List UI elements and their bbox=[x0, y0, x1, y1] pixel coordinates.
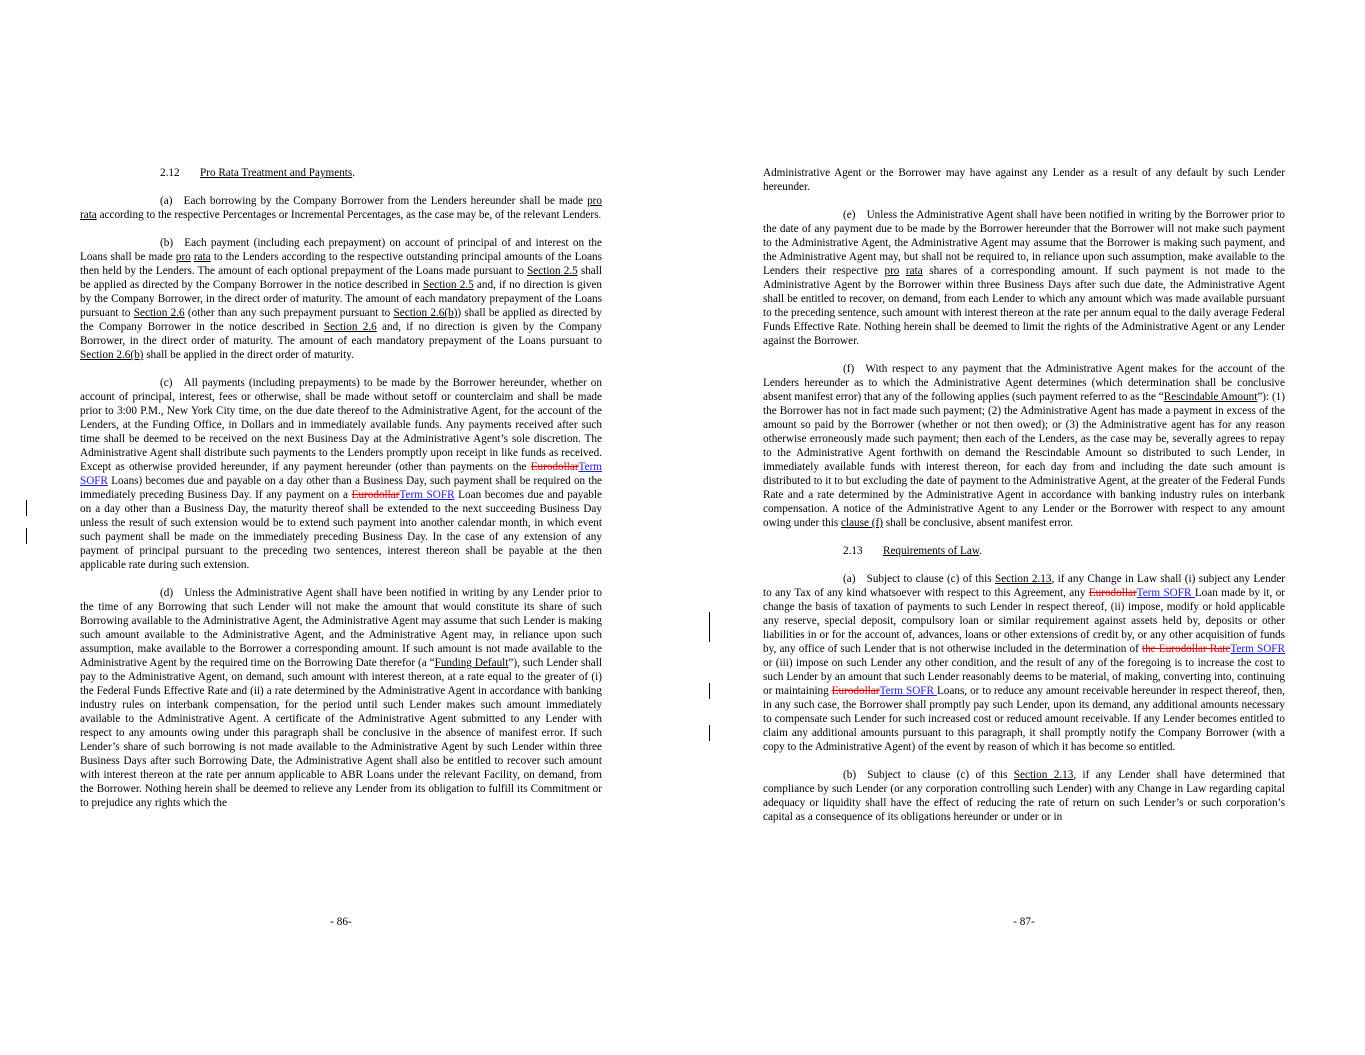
section-ref: Section 2.6 bbox=[323, 321, 377, 333]
paragraph-b: (b) Each payment (including each prepayment) on account of principal of and interest on the Loans shall be made pro rata to the Lenders according to the respective outstanding principal amounts of the Loans then held by the Lenders. The amount of each optional prepayment of the Loans made pursuant to Section 2.5 shall be applied as directed by the Company Borrower in the notice described in Section 2.5 and, if no direction is given by the Company Borrower, in the direct order of maturity. The amount of each mandatory prepayment of the Loans pursuant to Section 2.6 (other than any such prepayment pursuant to Section 2.6(b)) shall be applied as directed by the Company Borrower in the notice described in Section 2.6 and, if no direction is given by the Company Borrower, in the direct order of maturity. The amount of each mandatory prepayment of the Loans pursuant to Section 2.6(b) shall be applied in the direct order of maturity. bbox=[80, 237, 603, 361]
section-ref: Section 2.5 bbox=[422, 279, 474, 291]
paragraph-d: (d) Unless the Administrative Agent shall have been notified in writing by any Lender prior to the time of any Borrowing that such Lender will not make the amount that would constitute its share of such Borrowing available to the Administrative Agent, the Administrative Agent may assume that such Lender is making such amount available to the Administrative Agent, and the Administrative Agent may, in reliance upon such assumption, make available to the Borrower a corresponding amount. If such amount is not made available to the Administrative Agent by the required time on the Borrowing Date therefor (a “Funding Default”), such Lender shall pay to the Administrative Agent, on demand, such amount with interest thereon, at a rate equal to the greater of (i) the Federal Funds Effective Rate and (ii) a rate determined by the Administrative Agent in accordance with banking industry rules on interbank compensation, for the period until such Lender makes such amount immediately available to the Administrative Agent. A certificate of the Administrative Agent submitted to any Lender with respect to any amounts owing under this paragraph shall be conclusive in the absence of manifest error. If such Lender’s share of such borrowing is not made available to the Administrative Agent by such Lender within three Business Days after such Borrowing Date, the Administrative Agent shall also be entitled to recover such amount with interest thereon at the rate per annum applicable to ABR Loans under the relevant Facility, on demand, from the Borrower. Nothing herein shall be deemed to relieve any Lender from its obligation to fulfill its Commitment or to prejudice any rights which the bbox=[80, 587, 602, 809]
deleted-text: Eurodollar bbox=[831, 685, 880, 697]
page-number: - 87- bbox=[1013, 916, 1035, 928]
paragraph-a: (a) Each borrowing by the Company Borrower from the Lenders hereunder shall be made pro rata according to the respective Percentages or Incremental Percentages, as the case may be, of the relevant Lenders. bbox=[80, 195, 602, 221]
change-bar bbox=[709, 725, 710, 741]
paragraph-e: (e) Unless the Administrative Agent shall have been notified in writing by the Borrower prior to the date of any payment due to be made by the Borrower hereunder that the Borrower will not make such payment to the Administrative Agent, the Administrative Agent may assume that the Borrower is making such payment, and the Administrative Agent may, but shall not be required to, in reliance upon such assumption, make available to the Lenders their respective pro rata shares of a corresponding amount. If such payment is not made to the Administrative Agent by the Borrower within three Business Days after such due date, the Administrative Agent shall be entitled to recover, on demand, from each Lender to which any amount which was made available pursuant to the preceding sentence, such amount with interest thereon at the rate per annum equal to the daily average Federal Funds Effective Rate. Nothing herein shall be deemed to limit the rights of the Administrative Agent or any Lender against the Borrower. bbox=[763, 209, 1285, 347]
section-number: 2.12 bbox=[160, 167, 180, 179]
section-ref: Section 2.6(b) bbox=[80, 349, 144, 361]
defined-term: Funding Default bbox=[434, 657, 509, 669]
defined-term: Rescindable Amount bbox=[1163, 391, 1258, 403]
section-ref: Section 2.6 bbox=[133, 307, 185, 319]
inserted-text: Term SOFR bbox=[80, 461, 602, 487]
inserted-text: Term SOFR bbox=[1136, 587, 1195, 599]
section-ref: Section 2.5 bbox=[527, 265, 578, 277]
deleted-text: Eurodollar bbox=[530, 461, 579, 473]
section-ref: Section 2.13 bbox=[994, 573, 1052, 585]
paragraph-c: (c) All payments (including prepayments) to be made by the Borrower hereunder, whether on account of principal, interest, fees or otherwise, shall be made without setoff or counterclaim and shall be made prior to 3:00 P.M., New York City time, on the due date thereof to the Administrative Agent, for the account of the Lenders, at the Funding Office, in Dollars and in immediately available funds. Any payments received after such time shall be deemed to be received on the next Business Day at the Administrative Agent’s sole discretion. The Administrative Agent shall distribute such payments to the Lenders promptly upon receipt in like funds as received. Except as otherwise provided hereunder, if any payment hereunder (other than payments on the EurodollarTerm SOFR Loans) becomes due and payable on a day other than a Business Day, such payment shall be required on the immediately preceding Business Day. If any payment on a EurodollarTerm SOFR Loan becomes due and payable on a day other than a Business Day, the maturity thereof shall be extended to the next succeeding Business Day unless the result of such extension would be to extend such payment into another calendar month, in which event such payment shall be made on the immediately preceding Business Day. In the case of any extension of any payment of principal pursuant to the preceding two sentences, interest thereon shall be payable at the then applicable rate during such extension. bbox=[80, 377, 602, 571]
change-bar bbox=[709, 683, 710, 699]
section-2-13-heading: 2.13 Requirements of Law. bbox=[843, 545, 982, 557]
page-number: - 86- bbox=[330, 916, 352, 928]
section-number: 2.13 bbox=[843, 545, 863, 557]
section-ref: Section 2.13 bbox=[1013, 769, 1074, 781]
deleted-text: the Eurodollar Rate bbox=[1141, 643, 1231, 655]
section-ref: Section 2.6(b) bbox=[393, 307, 458, 319]
paragraph-f: (f) With respect to any payment that the Administrative Agent makes for the account of the Lenders hereunder as to which the Administrative Agent determines (which determination shall be conclusive absent manifest error) that any of the following applies (such payment referred to as the “Rescindable Amount”): (1) the Borrower has not in fact made such payment; (2) the Administrative Agent has made a payment in excess of the amount so paid by the Borrower (whether or not then owed); or (3) the Administrative agent has for any reason otherwise erroneously made such payment; then each of the Lenders, as the case may be, severally agrees to repay to the Administrative Agent forthwith on demand the Rescindable Amount so distributed to such Lender, in immediately available funds with interest thereon, for each day from and including the date such amount is distributed to it to but excluding the date of payment to the Administrative Agent, at the greater of the Federal Funds Rate and a rate determined by the Administrative Agent in accordance with banking industry rules on interbank compensation. A notice of the Administrative Agent to any Lender or the Borrower with respect to any amount owing under this clause (f) shall be conclusive, absent manifest error. bbox=[763, 363, 1285, 529]
inserted-text: Term SOFR bbox=[1230, 643, 1285, 655]
section-title: Requirements of Law bbox=[883, 545, 980, 557]
paragraph-2-13-a: (a) Subject to clause (c) of this Section 2.13, if any Change in Law shall (i) subject any Lender to any Tax of any kind whatsoever with respect to this Agreement, any EurodollarTerm SOFR Loan made by it, or change the basis of taxation of payments to such Lender in respect thereof, (ii) impose, modify or hold applicable any reserve, special deposit, compulsory loan or similar requirement against assets held by, deposits or other liabilities in or for the account of, advances, loans or other extensions of credit by, or any other acquisition of funds by, any office of such Lender that is not otherwise included in the determination of the Eurodollar RateTerm SOFR or (iii) impose on such Lender any other condition, and the result of any of the foregoing is to increase the cost to such Lender by an amount that such Lender reasonably deems to be material, of making, converting into, continuing or maintaining EurodollarTerm SOFR Loans, or to reduce any amount receivable hereunder in respect thereof, then, in any such case, the Borrower shall promptly pay such Lender, upon its demand, any additional amounts necessary to compensate such Lender for such increased cost or reduced amount receivable. If any Lender becomes entitled to claim any additional amounts pursuant to this paragraph, it shall promptly notify the Company Borrower (with a copy to the Administrative Agent) of the event by reason of which it has become so entitled. bbox=[763, 573, 1286, 753]
page-86 bbox=[80, 166, 602, 824]
clause-ref: clause (f) bbox=[841, 517, 883, 529]
section-title: Pro Rata Treatment and Payments bbox=[200, 167, 353, 179]
section-2-12-heading: 2.12 Pro Rata Treatment and Payments. bbox=[160, 167, 356, 179]
page-87 bbox=[763, 166, 1285, 838]
change-bar bbox=[26, 528, 27, 544]
inserted-text: Term SOFR bbox=[399, 489, 455, 501]
deleted-text: Eurodollar bbox=[351, 489, 400, 501]
deleted-text: Eurodollar bbox=[1088, 587, 1137, 599]
inserted-text: Term SOFR bbox=[879, 685, 937, 697]
change-bar bbox=[709, 612, 710, 642]
paragraph-2-13-b: (b) Subject to clause (c) of this Section 2.13, if any Lender shall have determined that compliance by such Lender (or any corporation controlling such Lender) with any Change in Law regarding capital adequacy or liquidity shall have the effect of reducing the rate of return on such Lender’s or such corporation’s capital as a consequence of its obligations hereunder or under or in bbox=[763, 769, 1286, 823]
change-bar bbox=[26, 500, 27, 516]
paragraph-continuation: Administrative Agent or the Borrower may have against any Lender as a result of any default by such Lender hereunder. bbox=[763, 167, 1285, 193]
